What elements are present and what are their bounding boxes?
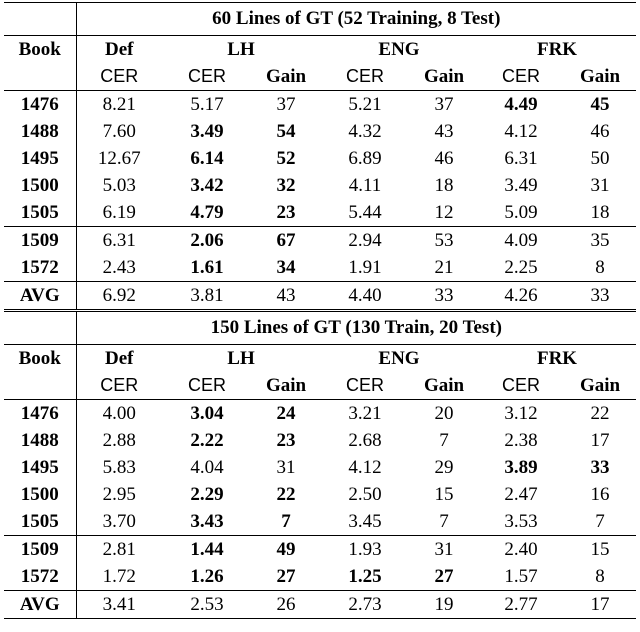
- table-row: [4, 199, 636, 227]
- gain-cell: 17: [590, 430, 610, 451]
- book-cell: 1509: [4, 536, 76, 564]
- table-row: [4, 454, 636, 481]
- gain-cell: 15: [434, 484, 454, 505]
- gain-cell: 35: [564, 227, 636, 255]
- empty-corner-cell: [4, 311, 76, 345]
- cer-cell: 3.49: [190, 121, 224, 142]
- gain-cell: 18: [590, 202, 610, 223]
- cer-cell: 5.09: [504, 202, 538, 223]
- gain-cell: 8: [595, 566, 605, 587]
- gain-cell: 22: [276, 484, 296, 505]
- avg-cell: 33: [410, 282, 478, 311]
- table-row: [4, 481, 636, 508]
- cer-cell: 4.09: [478, 227, 564, 255]
- cer-cell: 3.70: [102, 511, 136, 532]
- gain-column-header: Gain: [265, 66, 307, 87]
- cer-cell: 2.47: [504, 484, 538, 505]
- avg-cell: 26: [252, 591, 320, 619]
- gain-cell: 53: [410, 227, 478, 255]
- book-cell: 1509: [4, 227, 76, 255]
- cer-cell: 1.93: [320, 536, 410, 564]
- gain-column-header: Gain: [265, 375, 307, 396]
- book-cell: 1476: [4, 91, 76, 119]
- cer-cell: 2.22: [190, 430, 224, 451]
- gain-cell: 52: [276, 148, 296, 169]
- cer-column-header: CER: [501, 375, 540, 395]
- gain-cell: 43: [434, 121, 454, 142]
- table-row: [4, 118, 636, 145]
- avg-cell: 43: [252, 282, 320, 311]
- cer-cell: 3.04: [162, 400, 252, 428]
- group-header-row: [4, 36, 636, 64]
- cer-column-header: CER: [501, 66, 540, 86]
- gain-cell: 16: [590, 484, 610, 505]
- table-row: [4, 563, 636, 591]
- cer-cell: 4.00: [76, 400, 162, 428]
- cer-cell: 1.44: [162, 536, 252, 564]
- cer-cell: 5.83: [102, 457, 136, 478]
- cer-cell: 3.89: [504, 457, 538, 478]
- cer-cell: 2.95: [102, 484, 136, 505]
- sub-header-row: [4, 372, 636, 400]
- book-cell: 1572: [4, 563, 76, 591]
- gain-column-header: Gain: [579, 66, 621, 87]
- cer-cell: 6.14: [190, 148, 224, 169]
- cer-cell: 3.45: [348, 511, 382, 532]
- cer-cell: 3.12: [478, 400, 564, 428]
- book-cell: 1495: [4, 145, 76, 172]
- table-row: [4, 508, 636, 536]
- gain-cell: 37: [252, 91, 320, 119]
- group-header-frk: FRK: [478, 345, 636, 373]
- cer-cell: 1.26: [190, 566, 224, 587]
- cer-cell: 4.12: [504, 121, 538, 142]
- cer-cell: 1.25: [348, 566, 382, 587]
- gain-column-header: Gain: [423, 66, 465, 87]
- avg-cell: 6.92: [76, 282, 162, 311]
- gain-cell: 24: [252, 400, 320, 428]
- cer-column-header: CER: [345, 375, 384, 395]
- cer-cell: 6.89: [348, 148, 382, 169]
- avg-cell: 3.81: [162, 282, 252, 311]
- sub-header-row: [4, 63, 636, 91]
- results-table: [4, 2, 636, 619]
- table-row: [4, 254, 636, 282]
- gain-cell: 7: [439, 430, 449, 451]
- cer-cell: 4.04: [190, 457, 224, 478]
- cer-cell: 6.31: [504, 148, 538, 169]
- gain-cell: 20: [410, 400, 478, 428]
- results-table-body: [4, 3, 636, 619]
- gain-cell: 12: [434, 202, 454, 223]
- group-header-def: Def: [76, 36, 162, 64]
- gain-cell: 32: [276, 175, 296, 196]
- cer-cell: 2.38: [504, 430, 538, 451]
- avg-cell: 3.41: [76, 591, 162, 619]
- gain-cell: 21: [434, 257, 454, 278]
- gain-cell: 54: [276, 121, 296, 142]
- cer-column-header: CER: [100, 66, 139, 86]
- cer-cell: 4.12: [348, 457, 382, 478]
- cer-cell: 5.44: [348, 202, 382, 223]
- group-header-row: [4, 345, 636, 373]
- cer-cell: 2.40: [478, 536, 564, 564]
- gain-cell: 34: [276, 257, 296, 278]
- cer-column-header: CER: [345, 66, 384, 86]
- cer-cell: 2.94: [320, 227, 410, 255]
- gain-column-header: Gain: [579, 375, 621, 396]
- avg-cell: 2.73: [320, 591, 410, 619]
- book-column-header: Book: [4, 36, 76, 91]
- cer-cell: 3.42: [190, 175, 224, 196]
- cer-cell: 3.53: [504, 511, 538, 532]
- group-header-eng: ENG: [320, 36, 478, 64]
- book-cell: 1505: [4, 199, 76, 227]
- avg-cell: 2.53: [162, 591, 252, 619]
- gain-cell: 23: [276, 430, 296, 451]
- cer-cell: 7.60: [102, 121, 136, 142]
- book-column-header: Book: [4, 345, 76, 400]
- gain-cell: 22: [564, 400, 636, 428]
- book-cell: 1488: [4, 427, 76, 454]
- group-header-lh: LH: [162, 36, 320, 64]
- avg-cell: 4.40: [320, 282, 410, 311]
- cer-cell: 6.19: [102, 202, 136, 223]
- table-row: [4, 427, 636, 454]
- table-row: [4, 145, 636, 172]
- cer-cell: 5.21: [320, 91, 410, 119]
- avg-cell: 19: [410, 591, 478, 619]
- cer-cell: 2.25: [504, 257, 538, 278]
- avg-cell: 4.26: [478, 282, 564, 311]
- cer-cell: 3.21: [320, 400, 410, 428]
- gain-cell: 33: [590, 457, 610, 478]
- book-cell: 1495: [4, 454, 76, 481]
- gain-column-header: Gain: [423, 375, 465, 396]
- book-cell: 1500: [4, 481, 76, 508]
- cer-cell: 4.49: [478, 91, 564, 119]
- gain-cell: 49: [252, 536, 320, 564]
- cer-cell: 2.43: [102, 257, 136, 278]
- section-caption: 60 Lines of GT (52 Training, 8 Test): [76, 3, 636, 36]
- cer-cell: 2.06: [162, 227, 252, 255]
- cer-cell: 2.88: [102, 430, 136, 451]
- gain-cell: 29: [434, 457, 454, 478]
- group-header-frk: FRK: [478, 36, 636, 64]
- gain-cell: 67: [252, 227, 320, 255]
- cer-cell: 2.29: [190, 484, 224, 505]
- table-row: [4, 227, 636, 255]
- gain-cell: 7: [281, 511, 291, 532]
- cer-column-header: CER: [187, 375, 226, 395]
- group-header-eng: ENG: [320, 345, 478, 373]
- gain-cell: 27: [276, 566, 296, 587]
- gain-cell: 18: [434, 175, 454, 196]
- section-caption: 150 Lines of GT (130 Train, 20 Test): [76, 311, 636, 345]
- average-row: [4, 591, 636, 619]
- gain-cell: 7: [439, 511, 449, 532]
- gain-cell: 15: [564, 536, 636, 564]
- cer-column-header: CER: [100, 375, 139, 395]
- cer-cell: 1.61: [190, 257, 224, 278]
- avg-cell: 33: [564, 282, 636, 311]
- cer-cell: 4.79: [190, 202, 224, 223]
- avg-cell: 17: [564, 591, 636, 619]
- cer-cell: 3.49: [504, 175, 538, 196]
- gain-cell: 7: [595, 511, 605, 532]
- cer-cell: 5.03: [102, 175, 136, 196]
- table-row: [4, 91, 636, 119]
- cer-cell: 1.57: [504, 566, 538, 587]
- gain-cell: 37: [410, 91, 478, 119]
- cer-cell: 12.67: [97, 148, 141, 169]
- empty-corner-cell: [4, 3, 76, 36]
- gain-cell: 46: [434, 148, 454, 169]
- cer-cell: 3.43: [190, 511, 224, 532]
- book-cell: 1505: [4, 508, 76, 536]
- cer-column-header: CER: [187, 66, 226, 86]
- avg-label-cell: AVG: [4, 591, 76, 619]
- gain-cell: 27: [434, 566, 454, 587]
- gain-cell: 50: [590, 148, 610, 169]
- table-row: [4, 400, 636, 428]
- gain-cell: 31: [276, 457, 296, 478]
- cer-cell: 1.72: [102, 566, 136, 587]
- gain-cell: 31: [590, 175, 610, 196]
- cer-cell: 5.17: [162, 91, 252, 119]
- group-header-lh: LH: [162, 345, 320, 373]
- table-row: [4, 172, 636, 199]
- cer-cell: 2.50: [348, 484, 382, 505]
- group-header-def: Def: [76, 345, 162, 373]
- average-row: [4, 282, 636, 311]
- cer-cell: 8.21: [76, 91, 162, 119]
- book-cell: 1500: [4, 172, 76, 199]
- gain-cell: 8: [595, 257, 605, 278]
- table-row: [4, 536, 636, 564]
- gain-cell: 31: [410, 536, 478, 564]
- cer-cell: 4.32: [348, 121, 382, 142]
- cer-cell: 4.11: [348, 175, 382, 196]
- book-cell: 1572: [4, 254, 76, 282]
- gain-cell: 23: [276, 202, 296, 223]
- cer-cell: 2.81: [76, 536, 162, 564]
- avg-cell: 2.77: [478, 591, 564, 619]
- book-cell: 1488: [4, 118, 76, 145]
- book-cell: 1476: [4, 400, 76, 428]
- cer-cell: 1.91: [348, 257, 382, 278]
- avg-label-cell: AVG: [4, 282, 76, 311]
- section-caption-row: [4, 311, 636, 345]
- section-caption-row: [4, 3, 636, 36]
- gain-cell: 46: [590, 121, 610, 142]
- cer-cell: 2.68: [348, 430, 382, 451]
- gain-cell: 45: [564, 91, 636, 119]
- cer-cell: 6.31: [76, 227, 162, 255]
